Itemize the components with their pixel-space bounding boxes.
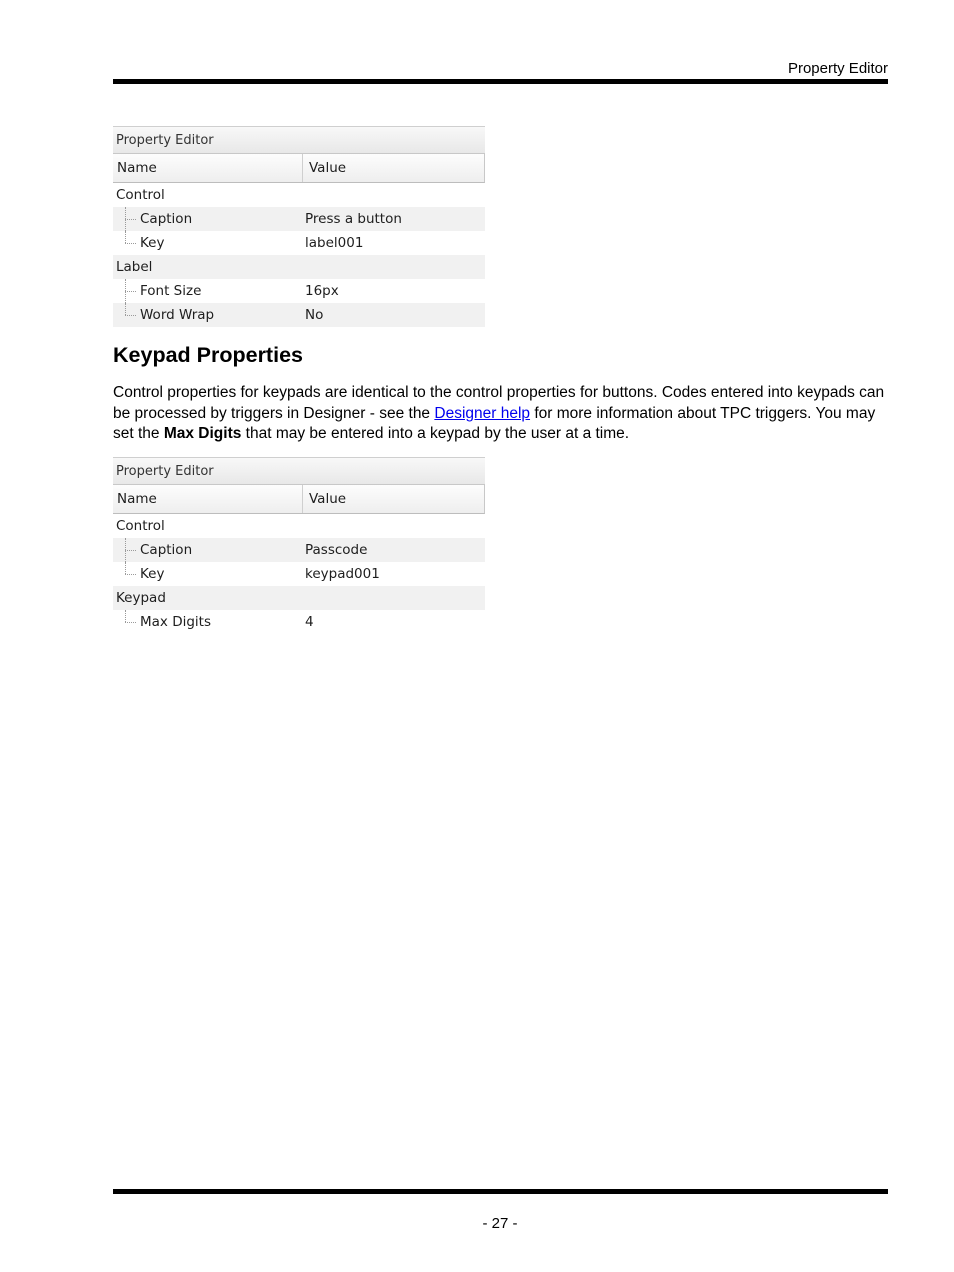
tree-connector xyxy=(125,207,137,231)
row-name: Label xyxy=(116,259,153,275)
designer-help-link[interactable]: Designer help xyxy=(434,404,531,422)
row-name: Caption xyxy=(140,542,193,558)
property-editor-title: Property Editor xyxy=(113,457,485,485)
property-row-max-digits[interactable] xyxy=(113,610,485,634)
tree-connector xyxy=(125,231,137,255)
tree-connector xyxy=(125,538,137,562)
category-row-label[interactable] xyxy=(113,255,485,279)
paragraph-text: that may be entered into a keypad by the user at a time. xyxy=(241,425,630,442)
column-header-value[interactable]: Value xyxy=(309,491,347,507)
paragraph-text: for more information about TPC triggers. You may set the xyxy=(113,404,876,442)
footer-rule xyxy=(113,1189,888,1194)
page-number: - 27 - xyxy=(482,1215,518,1232)
property-row-caption[interactable] xyxy=(113,538,485,562)
column-header-name[interactable]: Name xyxy=(113,154,303,182)
column-header-name[interactable]: Name xyxy=(113,485,303,513)
row-name: Keypad xyxy=(116,590,166,606)
row-name: Caption xyxy=(140,211,193,227)
row-value[interactable]: 4 xyxy=(305,614,314,630)
property-editor-title: Property Editor xyxy=(113,126,485,154)
property-row-key[interactable] xyxy=(113,231,485,255)
row-value[interactable]: keypad001 xyxy=(305,566,380,582)
header-rule xyxy=(113,79,888,84)
category-row-control[interactable] xyxy=(113,514,485,538)
row-name: Max Digits xyxy=(140,614,211,630)
row-value[interactable]: 16px xyxy=(305,283,339,299)
row-value[interactable]: No xyxy=(305,307,324,323)
row-name: Key xyxy=(140,235,165,251)
bold-term: Max Digits xyxy=(163,425,242,442)
row-name: Key xyxy=(140,566,165,582)
property-editor-keypad xyxy=(113,457,485,634)
tree-connector xyxy=(125,562,137,586)
row-value xyxy=(302,183,305,207)
tree-connector xyxy=(125,303,137,327)
category-row-control[interactable] xyxy=(113,183,485,207)
row-value xyxy=(302,514,305,538)
row-name: Control xyxy=(116,187,165,203)
category-row-keypad[interactable] xyxy=(113,586,485,610)
property-editor-header xyxy=(113,154,485,183)
property-editor-label xyxy=(113,126,485,327)
row-value[interactable]: Press a button xyxy=(305,211,402,227)
property-row-key[interactable] xyxy=(113,562,485,586)
header-title: Property Editor xyxy=(787,60,888,77)
property-editor-header xyxy=(113,485,485,514)
row-value[interactable]: Passcode xyxy=(305,542,368,558)
row-value xyxy=(302,255,305,279)
column-header-value[interactable]: Value xyxy=(309,160,347,176)
row-value xyxy=(302,586,305,610)
row-name: Word Wrap xyxy=(140,307,215,323)
row-name: Font Size xyxy=(140,283,202,299)
section-paragraph xyxy=(113,383,893,445)
section-title: Keypad Properties xyxy=(113,343,303,367)
property-row-word-wrap[interactable] xyxy=(113,303,485,327)
paragraph-text: Control properties for keypads are identical to the control properties for buttons. Codes entered into keypads can be processed by triggers in Designer - see the xyxy=(113,384,885,422)
tree-connector xyxy=(125,610,137,634)
row-name: Control xyxy=(116,518,165,534)
property-row-font-size[interactable] xyxy=(113,279,485,303)
property-row-caption[interactable] xyxy=(113,207,485,231)
row-value[interactable]: label001 xyxy=(305,235,364,251)
tree-connector xyxy=(125,279,137,303)
